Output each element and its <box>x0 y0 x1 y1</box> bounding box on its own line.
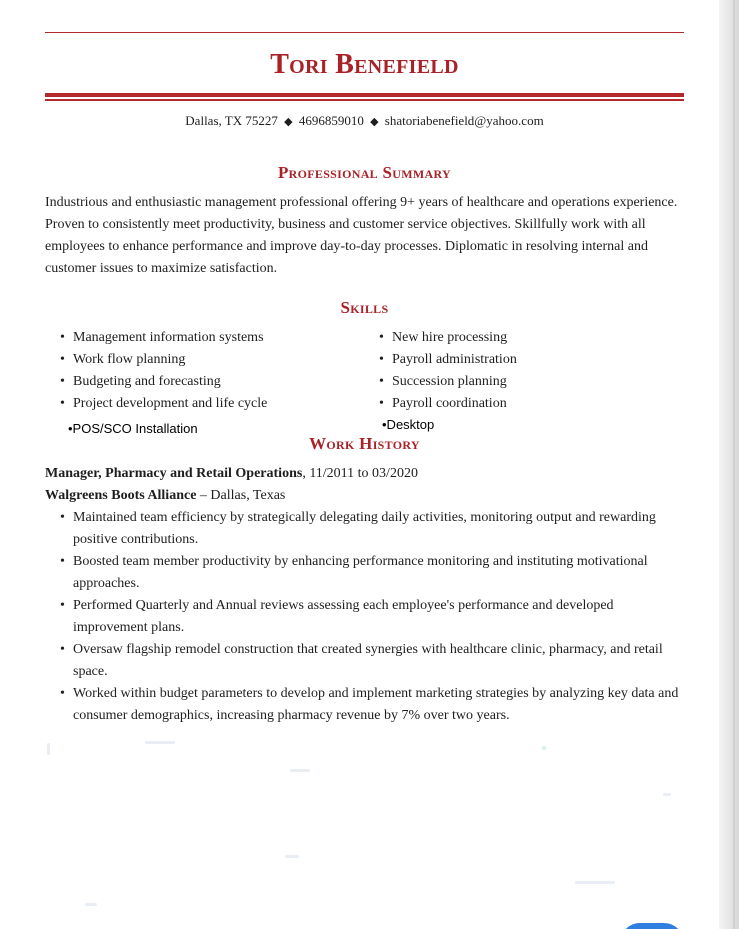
job-location: – Dallas, Texas <box>196 488 286 503</box>
summary-text: Industrious and enthusiastic management professional offering 9+ years of healthcare and operations experience. Proven to consistently meet productivity, business and customer service objectives. Skillfully work with all employees to enhance performance and improve day-to-day processes. Diplomatic in resolving internal and customer issues to maximize satisfaction. <box>45 195 678 276</box>
contact-line <box>45 112 684 131</box>
header-top-rule <box>45 32 684 33</box>
work-history-heading: Work History <box>309 434 420 453</box>
skills-list-left <box>60 327 267 415</box>
skills-list-right <box>379 327 517 415</box>
skill-item: • Management information systems <box>60 327 267 349</box>
diamond-separator-icon: ◆ <box>370 116 379 128</box>
header-thick-rule <box>45 93 684 97</box>
contact-email: shatoriabenefield@yahoo.com <box>384 113 544 128</box>
page-edge-line <box>733 0 735 929</box>
page-edge-shadow <box>719 0 739 929</box>
duty-item: • Oversaw flagship remodel construction that created synergies with healthcare clinic, pharmacy, and retail space. <box>60 639 684 683</box>
job-role: Manager, Pharmacy and Retail Operations <box>45 466 303 481</box>
job-title-line <box>45 464 418 484</box>
candidate-name: Tori Benefield <box>270 49 459 80</box>
header-thin-rule <box>45 99 684 101</box>
job-dates: , 11/2011 to 03/2020 <box>302 466 418 481</box>
skill-item: • New hire processing <box>379 327 517 349</box>
faint-mark <box>47 743 50 755</box>
duty-item: • Boosted team member productivity by enhancing performance monitoring and instituting motivational approaches. <box>60 551 684 595</box>
duty-item: • Maintained team efficiency by strategically delegating daily activities, monitoring output and rewarding positive contributions. <box>60 507 684 551</box>
skills-heading: Skills <box>340 298 389 317</box>
skill-item: • Work flow planning <box>60 349 267 371</box>
faded-lower-area <box>45 735 684 929</box>
duty-item: • Worked within budget parameters to develop and implement marketing strategies by analyzing key data and consumer demographics, increasing pharmacy revenue by 7% over two years. <box>60 683 684 727</box>
summary-heading: Professional Summary <box>277 163 451 182</box>
contact-phone: 4696859010 <box>298 113 364 128</box>
skill-item: • Succession planning <box>379 371 517 393</box>
resume-page <box>45 0 684 929</box>
job-company-line <box>45 486 285 506</box>
added-skill-right: •Desktop <box>382 417 435 432</box>
skill-item: • Budgeting and forecasting <box>60 371 267 393</box>
job-duties-list <box>60 507 684 727</box>
faint-mark <box>145 741 175 744</box>
faint-mark <box>290 769 310 772</box>
duty-item: • Performed Quarterly and Annual reviews assessing each employee's performance and developed improvement plans. <box>60 595 684 639</box>
job-company: Walgreens Boots Alliance <box>45 488 197 503</box>
skill-item: • Payroll coordination <box>379 393 517 415</box>
added-skill-left: •POS/SCO Installation <box>68 421 198 436</box>
faint-mark <box>663 793 671 796</box>
faint-mark <box>542 746 546 750</box>
faint-mark <box>85 903 97 906</box>
faint-mark <box>285 855 299 858</box>
skill-item: • Project development and life cycle <box>60 393 267 415</box>
diamond-separator-icon: ◆ <box>284 116 293 128</box>
faint-mark <box>575 881 615 884</box>
skill-item: • Payroll administration <box>379 349 517 371</box>
contact-address: Dallas, TX 75227 <box>185 113 278 128</box>
